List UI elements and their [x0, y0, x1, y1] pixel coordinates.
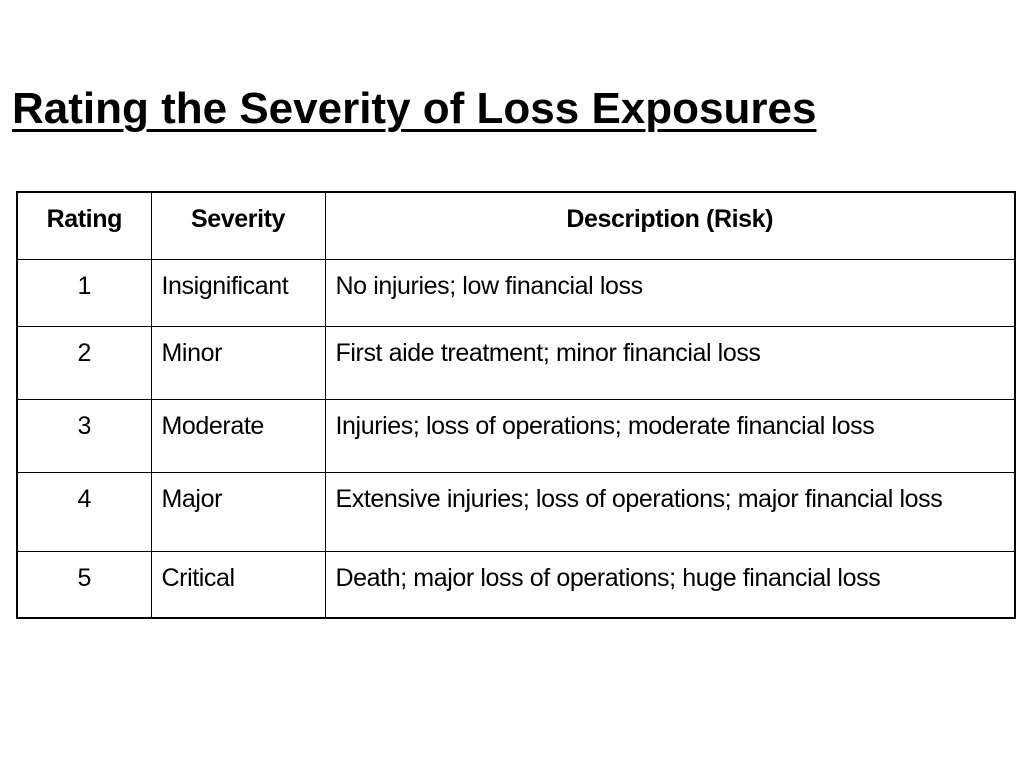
- table-row: [17, 327, 1015, 400]
- header-description: Description (Risk): [325, 192, 1015, 260]
- header-rating: Rating: [17, 192, 151, 260]
- rating-cell: 5: [17, 552, 151, 619]
- description-cell: No injuries; low financial loss: [325, 260, 1015, 327]
- severity-cell: Critical: [151, 552, 325, 619]
- severity-rating-table: [16, 191, 1016, 619]
- description-cell: Extensive injuries; loss of operations; major financial loss: [325, 473, 1015, 552]
- severity-cell: Moderate: [151, 400, 325, 473]
- rating-cell: 3: [17, 400, 151, 473]
- description-cell: Injuries; loss of operations; moderate financial loss: [325, 400, 1015, 473]
- table-row: [17, 260, 1015, 327]
- table-row: [17, 552, 1015, 619]
- table-header-row: [17, 192, 1015, 260]
- header-severity: Severity: [151, 192, 325, 260]
- description-cell: Death; major loss of operations; huge financial loss: [325, 552, 1015, 619]
- description-cell: First aide treatment; minor financial loss: [325, 327, 1015, 400]
- rating-cell: 2: [17, 327, 151, 400]
- rating-cell: 1: [17, 260, 151, 327]
- table-row: [17, 400, 1015, 473]
- severity-cell: Major: [151, 473, 325, 552]
- severity-cell: Minor: [151, 327, 325, 400]
- severity-cell: Insignificant: [151, 260, 325, 327]
- rating-cell: 4: [17, 473, 151, 552]
- slide-title: Rating the Severity of Loss Exposures: [12, 84, 817, 133]
- table-row: [17, 473, 1015, 552]
